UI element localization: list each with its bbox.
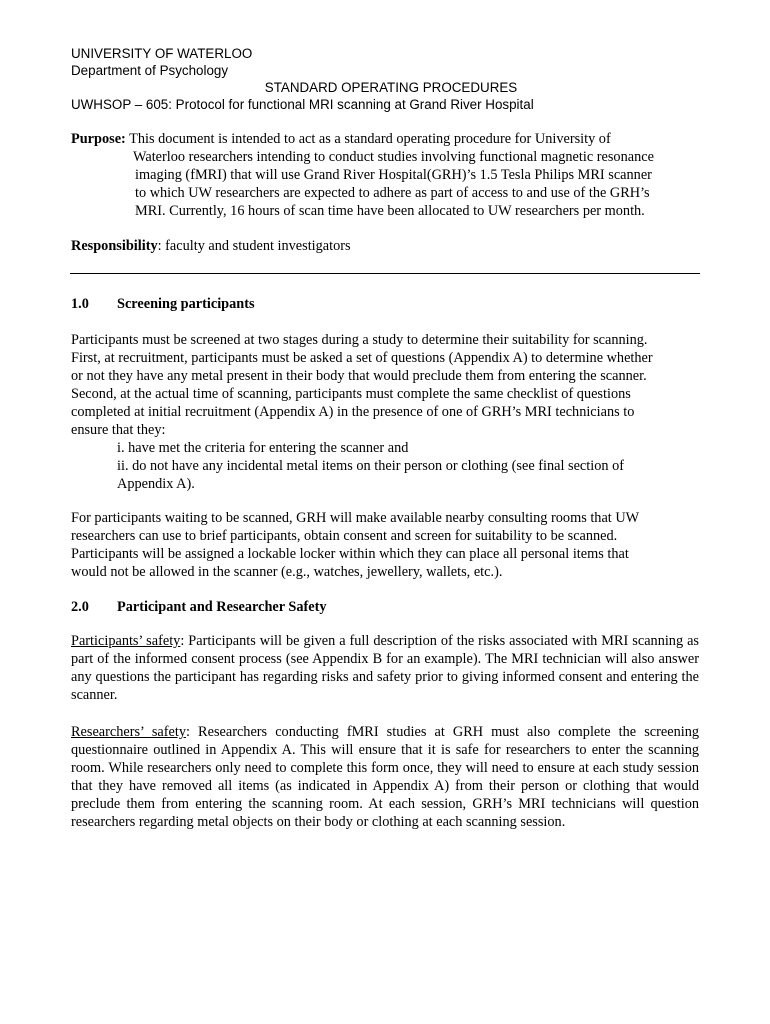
participants-safety-paragraph — [71, 632, 699, 704]
document-header — [71, 45, 711, 113]
paragraph-line: First, at recruitment, participants must be asked a set of questions (Appendix A) to determine whether — [71, 350, 653, 366]
paragraph-line: researchers can use to brief participants, obtain consent and screen for suitability to be scanned. — [71, 528, 618, 544]
document-title: STANDARD OPERATING PROCEDURES — [264, 80, 518, 95]
researchers-safety-text: : Researchers conducting fMRI studies at GRH must also complete the screening questionnaire outlined in Appendix A. This will ensure that it is safe for researchers to enter the scanning room. While researchers only need to complete this form once, they will need to ensure at each study session that they have removed all items (as indicated in Appendix A) from their person or clothing that would preclude them from entering the scanning room. At each session, GRH’s MRI technicians will question researchers regarding metal objects on their body or clothing at each scanning session. — [71, 724, 700, 830]
researchers-safety-paragraph — [71, 723, 699, 831]
paragraph-line: Second, at the actual time of scanning, participants must complete the same checklist of questions — [71, 386, 631, 402]
criteria-list-item: Appendix A). — [117, 476, 195, 492]
participants-safety-text: : Participants will be given a full description of the risks associated with MRI scanning as part of the informed consent process (see Appendix B for an example). The MRI technician will also answer any questions the participant has regarding risks and safety prior to giving informed consent and entering the scanner. — [71, 633, 699, 703]
section-1-paragraph-2 — [71, 509, 701, 581]
purpose-line-3: imaging (fMRI) that will use Grand River Hospital(GRH)’s 1.5 Tesla Philips MRI scanner — [135, 167, 652, 183]
purpose-block — [71, 130, 711, 220]
purpose-line-1: This document is intended to act as a standard operating procedure for University of — [129, 131, 611, 147]
section-2-number: 2.0 — [71, 599, 89, 615]
responsibility-label: Responsibility — [71, 238, 158, 254]
participants-safety-label: Participants’ safety — [71, 633, 181, 649]
paragraph-line: or not they have any metal present in their body that would preclude them from entering the scanner. — [71, 368, 647, 384]
purpose-line-5: MRI. Currently, 16 hours of scan time have been allocated to UW researchers per month. — [135, 203, 645, 219]
section-1-heading — [71, 295, 255, 313]
paragraph-line: Participants will be assigned a lockable locker within which they can place all personal items that — [71, 546, 629, 562]
department-name: Department of Psychology — [71, 63, 229, 78]
section-2-title: Participant and Researcher Safety — [117, 599, 327, 615]
section-2-heading — [71, 598, 327, 616]
section-1-paragraph-1 — [71, 331, 701, 493]
purpose-line-4: to which UW researchers are expected to adhere as part of access to and use of the GRH’s — [135, 185, 650, 201]
university-name: UNIVERSITY OF WATERLOO — [71, 46, 253, 61]
section-1-number: 1.0 — [71, 296, 89, 312]
paragraph-line: would not be allowed in the scanner (e.g., watches, jewellery, wallets, etc.). — [71, 564, 503, 580]
purpose-label: Purpose: — [71, 131, 126, 147]
purpose-line-2: Waterloo researchers intending to conduct studies involving functional magnetic resonance — [133, 149, 654, 165]
paragraph-line: Participants must be screened at two stages during a study to determine their suitability for scanning. — [71, 332, 648, 348]
responsibility-line — [71, 237, 351, 255]
paragraph-line: For participants waiting to be scanned, GRH will make available nearby consulting rooms that UW — [71, 510, 640, 526]
criteria-list-item: ii. do not have any incidental metal items on their person or clothing (see final section of — [117, 458, 625, 474]
paragraph-line: ensure that they: — [71, 422, 166, 438]
protocol-title: UWHSOP – 605: Protocol for functional MRI scanning at Grand River Hospital — [71, 97, 534, 112]
criteria-list-item: i. have met the criteria for entering the scanner and — [117, 440, 409, 456]
section-1-title: Screening participants — [117, 296, 255, 312]
researchers-safety-label: Researchers’ safety — [71, 724, 186, 740]
horizontal-divider — [70, 273, 700, 274]
responsibility-text: : faculty and student investigators — [157, 238, 351, 254]
paragraph-line: completed at initial recruitment (Appendix A) in the presence of one of GRH’s MRI technicians to — [71, 404, 635, 420]
